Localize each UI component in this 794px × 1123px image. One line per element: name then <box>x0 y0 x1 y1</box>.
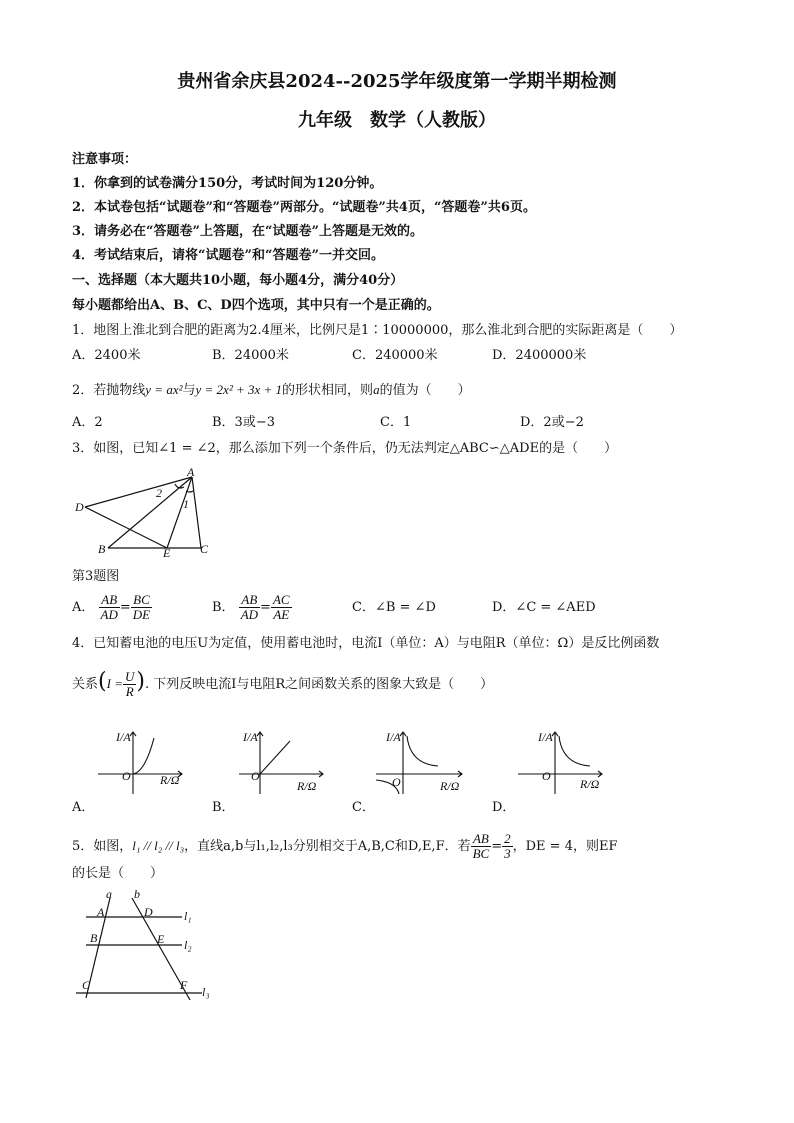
graph-ylabel: I/A <box>243 730 258 744</box>
q5-label-point-d: D <box>144 905 153 919</box>
q5-label-point-b: B <box>90 931 98 945</box>
graph-xlabel: R/Ω <box>580 777 600 791</box>
q3-label-b: B <box>98 542 106 556</box>
q4-graph-c <box>372 728 472 798</box>
notice-heading: 注意事项： <box>72 152 138 167</box>
q3-label-c: C <box>200 542 209 556</box>
q3-caption: 第3题图 <box>72 569 120 584</box>
q1-option-d: D．2400000米 <box>492 348 587 363</box>
q4-line2: 关系(I = $\frac{U}{R}$ ). 下列反映电流I与电阻R之间函数关系的图象大致是（ ） <box>72 669 494 699</box>
graph-origin: O <box>392 775 401 789</box>
graph-ylabel: I/A <box>538 730 553 744</box>
graph-origin: O <box>251 769 260 783</box>
q1-option-b: B．24000米 <box>212 348 289 363</box>
section-heading: 一、选择题（本大题共10小题，每小题4分，满分40分） <box>72 273 404 288</box>
q1-option-a: A．2400米 <box>72 348 141 363</box>
q4-graph-b <box>233 728 333 798</box>
q2-option-d: D．2或−2 <box>520 415 584 430</box>
q3-label-d: D <box>75 500 84 514</box>
q3-stem: 3．如图，已知∠1 = ∠2，那么添加下列一个条件后，仍无法判定△ABC∽△ADE的是（ ） <box>72 441 618 456</box>
q3-option-b: B． $\frac{AB}{AD}$ = $\frac{AC}{AE}$ <box>212 592 290 622</box>
graph-ylabel: I/A <box>116 730 131 744</box>
graph-xlabel: R/Ω <box>160 773 180 787</box>
q3-label-a: A <box>187 465 195 479</box>
q5-label-l1: l₁ <box>184 909 192 923</box>
q4-option-c: C． <box>352 800 375 815</box>
graph-origin: O <box>122 769 131 783</box>
q2-option-a: A．2 <box>72 415 103 430</box>
q3-label-e: E <box>163 546 171 560</box>
q3-option-c: C．∠B = ∠D <box>352 600 436 615</box>
q2-option-c: C．1 <box>380 415 412 430</box>
notice-item: 2．本试卷包括“试题卷”和“答题卷”两部分。“试题卷”共4页，“答题卷”共6页。 <box>72 200 536 215</box>
q3-label-angle2: 2 <box>156 486 162 500</box>
q3-label-angle1: 1 <box>183 497 189 511</box>
section-description: 每小题都给出A、B、C、D四个选项，其中只有一个是正确的。 <box>72 298 440 313</box>
q5-label-a: a <box>106 887 112 901</box>
graph-xlabel: R/Ω <box>297 779 317 793</box>
q5-label-l3: l₃ <box>202 985 210 999</box>
notice-item: 1．你拿到的试卷满分150分，考试时间为120分钟。 <box>72 176 383 191</box>
q2-stem: 2．若抛物线y = ax²与y = 2x² + 3x + 1的形状相同，则a的值为（ ） <box>72 382 471 398</box>
q5-label-point-f: F <box>180 978 188 992</box>
graph-origin: O <box>542 769 551 783</box>
q5-label-point-e: E <box>157 932 165 946</box>
q5-label-point-c: C <box>82 978 91 992</box>
q5-line1: 5．如图，l₁ // l₂ // l₃，直线a,b与l₁,l₂,l₃分别相交于A,B,C和D,E,F．若 $\frac{AB}{BC}$ = $\frac{2}{3}$ ，DE = 4，则EF <box>72 831 618 861</box>
q4-graph-a <box>92 728 192 798</box>
q5-label-point-a: A <box>97 905 105 919</box>
graph-ylabel: I/A <box>386 730 401 744</box>
q3-option-a: A． $\frac{AB}{AD}$ = $\frac{BC}{DE}$ <box>72 592 151 622</box>
q5-line2: 的长是（ ） <box>72 866 164 881</box>
q2-option-b: B．3或−3 <box>212 415 275 430</box>
q1-option-c: C．240000米 <box>352 348 438 363</box>
q3-option-d: D．∠C = ∠AED <box>492 600 596 615</box>
q4-graph-d <box>512 728 612 798</box>
q4-option-b: B． <box>212 800 235 815</box>
q1-stem: 1．地图上淮北到合肥的距离为2.4厘米，比例尺是1∶10000000，那么淮北到合肥的实际距离是（ ） <box>72 323 683 338</box>
q5-label-b: b <box>134 887 140 901</box>
notice-item: 4．考试结束后，请将“试题卷”和“答题卷”一并交回。 <box>72 248 384 263</box>
q4-line1: 4．已知蓄电池的电压U为定值，使用蓄电池时，电流I（单位：A）与电阻R（单位：Ω）是反比例函数 <box>72 636 660 651</box>
page-title: 贵州省余庆县2024--2025学年级度第一学期半期检测 <box>177 71 617 92</box>
q5-figure <box>72 888 222 1003</box>
page-subtitle: 九年级 数学（人教版） <box>298 110 496 131</box>
q4-option-d: D． <box>492 800 516 815</box>
q3-figure <box>72 462 222 562</box>
q4-option-a: A． <box>72 800 95 815</box>
notice-item: 3．请务必在“答题卷”上答题，在“试题卷”上答题是无效的。 <box>72 224 423 239</box>
q5-label-l2: l₂ <box>184 938 192 952</box>
graph-xlabel: R/Ω <box>440 779 460 793</box>
